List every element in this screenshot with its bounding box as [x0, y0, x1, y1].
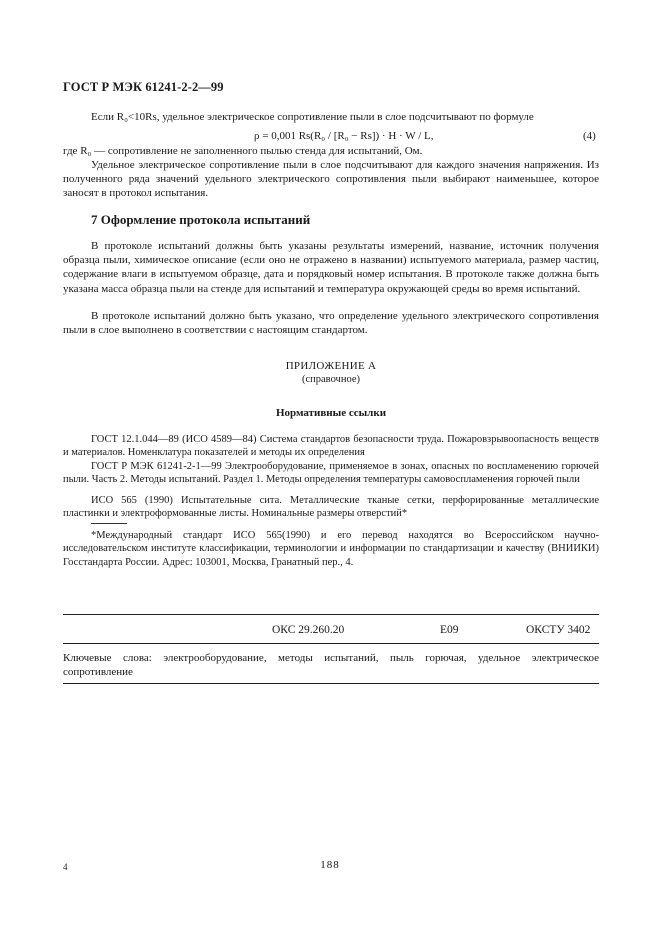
section-7-paragraph-1: В протоколе испытаний должны быть указаны результаты измерений, название, источник получения образца пыли, химическое описание (если оно не отражено в названии) испытуемого материала, размер частиц, содержание влаги в испытуемом образце, дата и порядковый номер испытания. В протоколе также должна быть указана масса образца пыли на стенде для испытаний и температура окружающей среды во время испытаний. [63, 240, 599, 295]
formula-where: где R₀ — сопротивление не заполненного пылью стенда для испытаний, Ом. [63, 145, 423, 157]
formula-intro-suffix: , удельное электрическое сопротивление пыли в слое подсчитывают по формуле [156, 111, 534, 123]
classification-top-rule [63, 614, 599, 615]
keywords-bottom-rule [63, 683, 599, 684]
formula-intro-prefix: Если [91, 111, 117, 123]
oks-code: ОКС 29.260.20 [272, 624, 345, 636]
reference-item: ИСО 565 (1990) Испытательные сита. Металлические тканые сетки, перфорированные металлические пластинки и электроформованные листы. Номинальные размеры отверстий* [63, 495, 599, 520]
appendix-title: ПРИЛОЖЕНИЕ А [285, 360, 377, 372]
appendix-subtitle: (справочное) [302, 374, 360, 385]
formula-intro [63, 110, 599, 124]
footnote-rule [91, 523, 127, 524]
paragraph-resistance: Удельное электрическое сопротивление пыли в слое подсчитывают для каждого значения напряжения. Из полученного ряда значений удельного электрического сопротивления пыли выбирают наименьшее, которое заносят в протокол испытания. [63, 159, 599, 200]
footnote: *Международный стандарт ИСО 565(1990) и его перевод находятся во Всероссийском научно-исследовательском институте классификации, терминологии и информации по стандартизации и качеству (ВНИИКИ) Госстандарта России. Адрес: 103001, Москва, Гранатный пер., 4. [63, 530, 599, 568]
reference-item: ГОСТ 12.1.044—89 (ИСО 4589—84) Система стандартов безопасности труда. Пожаровзрывоопасность веществ и материалов. Номенклатура показателей и методы их определения [63, 434, 599, 459]
formula-intro-condition: R₀<10Rs [116, 111, 157, 123]
formula: ρ = 0,001 Rs(R₀ / [R₀ − Rs]) · H · W / L, [254, 130, 434, 142]
page-number-left: 4 [63, 862, 68, 872]
page-number-center: 188 [320, 859, 340, 871]
category-code: Е09 [440, 624, 459, 636]
standard-header: ГОСТ Р МЭК 61241-2-2—99 [63, 80, 224, 94]
section-7-paragraph-2: В протоколе испытаний должно быть указано, что определение удельного электрического сопротивления пыли в слое выполнено в соответствии с настоящим стандартом. [63, 310, 599, 337]
classification-bottom-rule [63, 643, 599, 644]
okstu-code: ОКСТУ 3402 [526, 624, 591, 636]
reference-item: ГОСТ Р МЭК 61241-2-1—99 Электрооборудование, применяемое в зонах, опасных по воспламенению горючей пыли. Часть 2. Методы испытаний. Раздел 1. Методы определения температуры самовоспламенения горючей пыли [63, 461, 599, 486]
section-7-title: 7 Оформление протокола испытаний [91, 212, 311, 227]
references-title: Нормативные ссылки [275, 407, 387, 419]
formula-number: (4) [583, 130, 596, 142]
keywords: Ключевые слова: электрооборудование, методы испытаний, пыль горючая, удельное электрическое сопротивление [63, 652, 599, 678]
